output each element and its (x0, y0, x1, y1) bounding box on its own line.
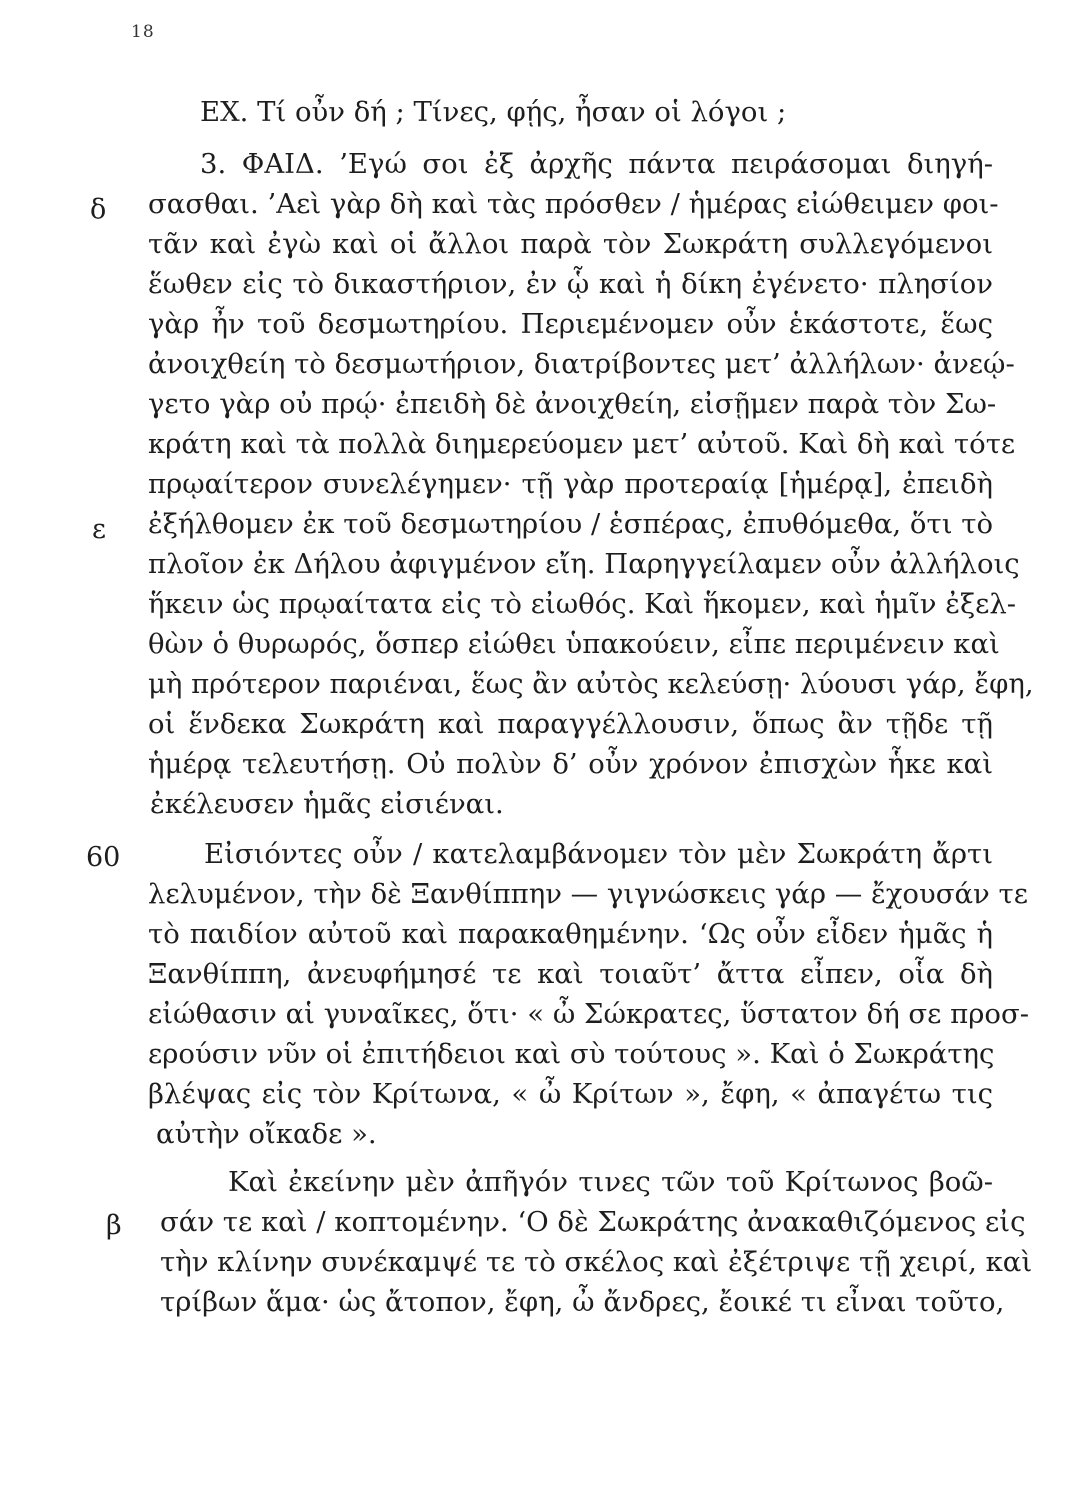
text-line: ἐκέλευσεν ἡμᾶς εἰσιέναι. (150, 788, 504, 820)
text-line: Ξανθίππη, ἀνευφήμησέ τε καὶ τοιαῦτ’ ἄττα εἶπεν, οἷα δὴ (148, 958, 993, 990)
text-line: σάν τε καὶ / κοπτομένην. ‘Ο δὲ Σωκράτης ἀνακαθιζόμενος εἰς (160, 1206, 1026, 1238)
text-line: σασθαι. ’Αεὶ γὰρ δὴ καὶ τὰς πρόσθεν / ἡμέρας εἰώθειμεν φοι- (148, 188, 999, 220)
text-line: μὴ πρότερον παριέναι, ἕως ἂν αὐτὸς κελεύσῃ· λύουσι γάρ, ἔφη, (148, 668, 1034, 700)
margin-note-beta: β (106, 1210, 122, 1241)
text-line: ἀνοιχθείη τὸ δεσμωτήριον, διατρίβοντες μετ’ ἀλλήλων· ἀνεῴ- (148, 348, 1015, 380)
text-line: γὰρ ἦν τοῦ δεσμωτηρίου. Περιεμένομεν οὖν ἑκάστοτε, ἕως (148, 308, 993, 340)
text-line: 3. ΦΑΙΔ. ’Εγώ σοι ἐξ ἀρχῆς πάντα πειράσομαι διηγή- (200, 148, 993, 180)
text-line: θὼν ὁ θυρωρός, ὅσπερ εἰώθει ὑπακούειν, εἶπε περιμένειν καὶ (148, 628, 1000, 660)
text-line: Εἰσιόντες οὖν / κατελαμβάνομεν τὸν μὲν Σωκράτη ἄρτι (204, 838, 993, 870)
text-line: ἐξήλθομεν ἐκ τοῦ δεσμωτηρίου / ἑσπέρας, ἐπυθόμεθα, ὅτι τὸ (148, 508, 993, 540)
text-line: ἡμέρᾳ τελευτήσῃ. Οὐ πολὺν δ’ οὖν χρόνον ἐπισχὼν ἧκε καὶ (148, 748, 993, 780)
page-number: 18 (131, 22, 155, 42)
text-line: ἥκειν ὡς πρῳαίτατα εἰς τὸ εἰωθός. Καὶ ἥκομεν, καὶ ἡμῖν ἐξελ- (148, 588, 1017, 620)
text-line: ΕΧ. Τί οὖν δή ; Τίνες, φῄς, ἦσαν οἱ λόγοι ; (200, 96, 787, 128)
text-line: τρίβων ἅμα· ὡς ἄτοπον, ἔφη, ὦ ἄνδρες, ἔοικέ τι εἶναι τοῦτο, (160, 1286, 1005, 1318)
text-line: πλοῖον ἐκ Δήλου ἀφιγμένον εἴη. Παρηγγείλαμεν οὖν ἀλλήλοις (148, 548, 1020, 580)
text-line: ερούσιν νῦν οἱ ἐπιτήδειοι καὶ σὺ τούτους ». Καὶ ὁ Σωκράτης (148, 1038, 995, 1070)
text-line: γετο γὰρ οὐ πρῴ· ἐπειδὴ δὲ ἀνοιχθείη, εἰσῇμεν παρὰ τὸν Σω- (148, 388, 997, 420)
text-line: βλέψας εἰς τὸν Κρίτωνα, « ὦ Κρίτων », ἔφη, « ἀπαγέτω τις (148, 1078, 993, 1110)
text-line: λελυμένον, τὴν δὲ Ξανθίππην — γιγνώσκεις γάρ — ἔχουσάν τε (148, 878, 1028, 910)
text-line: κράτη καὶ τὰ πολλὰ διημερεύομεν μετ’ αὐτοῦ. Καὶ δὴ καὶ τότε (148, 428, 1016, 460)
text-line: αὐτὴν οἴκαδε ». (156, 1118, 377, 1150)
text-line: Καὶ ἐκείνην μὲν ἀπῆγόν τινες τῶν τοῦ Κρίτωνος βοῶ- (228, 1166, 993, 1198)
text-line: εἰώθασιν αἱ γυναῖκες, ὅτι· « ὦ Σώκρατες, ὕστατον δή σε προσ- (148, 998, 1030, 1030)
margin-note-60: 60 (86, 842, 121, 873)
text-line: πρῳαίτερον συνελέγημεν· τῇ γὰρ προτεραίᾳ [ἡμέρᾳ], ἐπειδὴ (148, 468, 993, 500)
text-line: τὸ παιδίον αὐτοῦ καὶ παρακαθημένην. ‘Ως οὖν εἶδεν ἡμᾶς ἡ (148, 918, 993, 950)
text-line: ἕωθεν εἰς τὸ δικαστήριον, ἐν ᾧ καὶ ἡ δίκη ἐγένετο· πλησίον (148, 268, 993, 300)
text-line: τὴν κλίνην συνέκαμψέ τε τὸ σκέλος καὶ ἐξέτριψε τῇ χειρί, καὶ (160, 1246, 1033, 1278)
text-line: οἱ ἕνδεκα Σωκράτη καὶ παραγγέλλουσιν, ὅπως ἂν τῇδε τῇ (148, 708, 993, 740)
margin-note-delta: δ (90, 194, 107, 225)
text-line: τᾶν καὶ ἐγὼ καὶ οἱ ἄλλοι παρὰ τὸν Σωκράτη συλλεγόμενοι (148, 228, 993, 260)
margin-note-epsilon: ε (92, 514, 106, 545)
